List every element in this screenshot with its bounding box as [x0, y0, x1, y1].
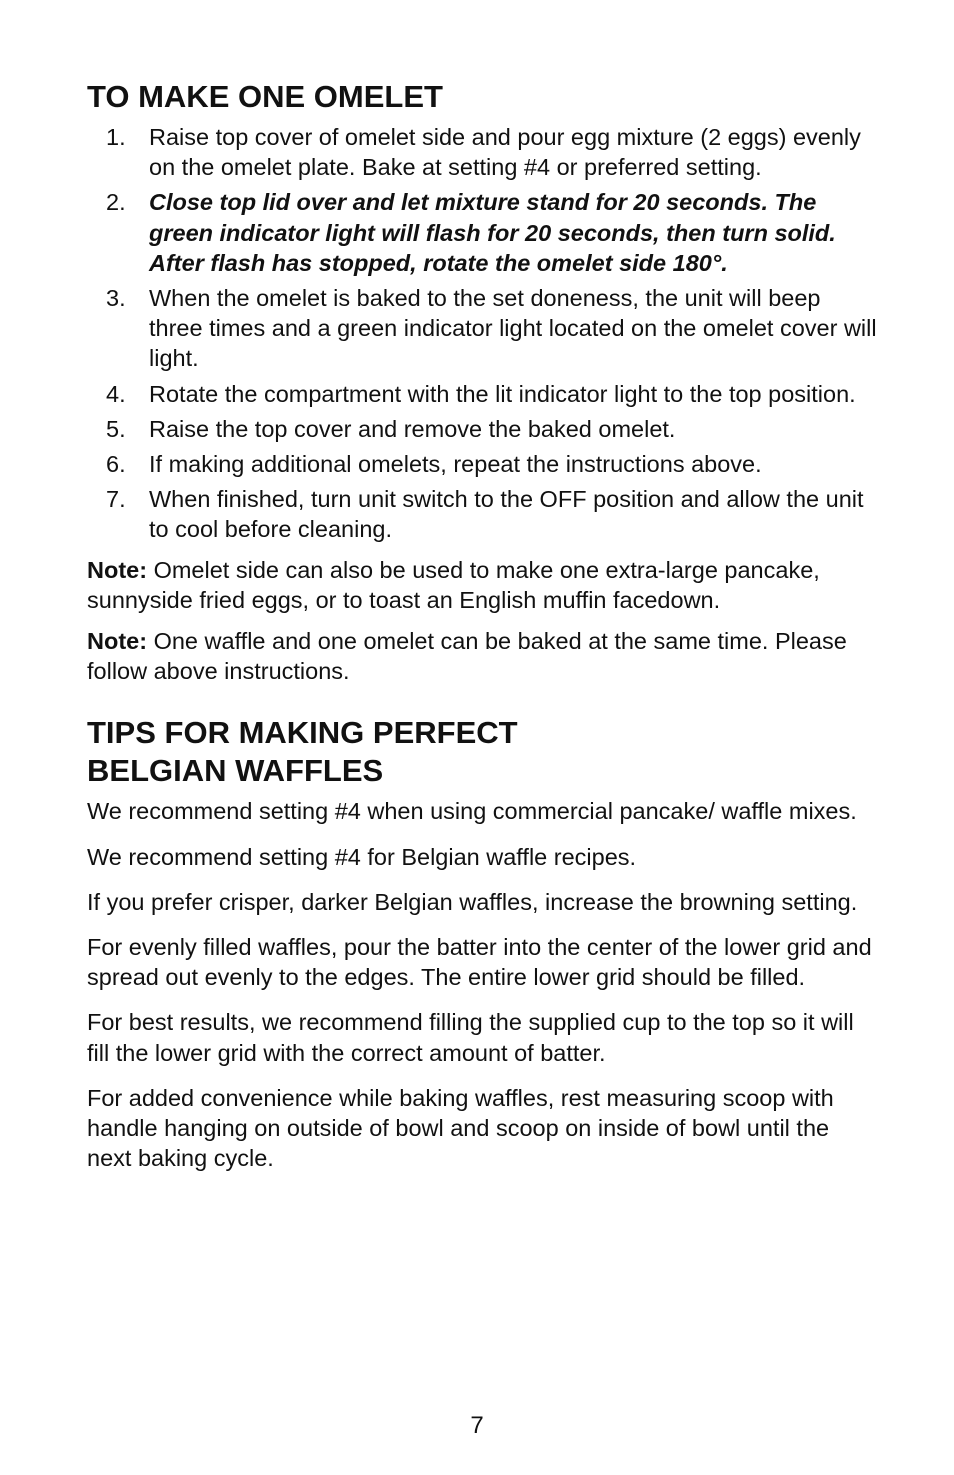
- step-number: 4.: [106, 380, 126, 407]
- omelet-steps-list: [87, 122, 877, 545]
- note-text: One waffle and one omelet can be baked at the same time. Please follow above instructions.: [87, 628, 847, 685]
- step-text: When the omelet is baked to the set doneness, the unit will beep three times and a green indicator light located on the omelet cover will light.: [149, 285, 877, 372]
- note-label: Note:: [87, 628, 148, 655]
- step-text: Close top lid over and let mixture stand for 20 seconds. The green indicator light will flash for 20 seconds, then turn solid. After flash has stopped, rotate the omelet side 180°.: [149, 189, 836, 276]
- notes-block: [87, 555, 877, 687]
- tip-paragraph: If you prefer crisper, darker Belgian waffles, increase the browning setting.: [87, 888, 858, 915]
- note-text: Omelet side can also be used to make one extra-large pancake, sunnyside fried eggs, or to toast an English muffin facedown.: [87, 556, 820, 613]
- step-number: 3.: [106, 285, 126, 312]
- page-number: 7: [470, 1412, 484, 1439]
- section-title-line: BELGIAN WAFFLES: [87, 753, 384, 789]
- tip-paragraph: We recommend setting #4 for Belgian waffle recipes.: [87, 843, 637, 870]
- step-number: 1.: [106, 124, 126, 150]
- note-paragraph: [87, 626, 877, 686]
- step-text: If making additional omelets, repeat the instructions above.: [149, 451, 762, 478]
- tip-paragraph: For evenly filled waffles, pour the batter into the center of the lower grid and spread out evenly to the edges. The entire lower grid should be filled.: [87, 934, 872, 991]
- list-item: [87, 484, 877, 544]
- step-text: When finished, turn unit switch to the OFF position and allow the unit to cool before cleaning.: [149, 486, 864, 543]
- tip-paragraph: For best results, we recommend filling the supplied cup to the top so it will fill the lower grid with the correct amount of batter.: [87, 1009, 854, 1066]
- section-title-tips: [87, 714, 877, 790]
- list-item: [87, 379, 877, 409]
- document-page: [87, 78, 877, 1188]
- step-number: 2.: [106, 189, 126, 216]
- note-paragraph: [87, 555, 877, 615]
- step-text: Raise top cover of omelet side and pour egg mixture (2 eggs) evenly on the omelet plate. Bake at setting #4 or preferred setting.: [149, 124, 861, 181]
- list-item: [87, 122, 877, 182]
- step-number: 7.: [106, 486, 126, 513]
- step-text: Rotate the compartment with the lit indicator light to the top position.: [149, 380, 856, 407]
- list-item: [87, 414, 877, 444]
- list-item: [87, 187, 877, 278]
- note-label: Note:: [87, 556, 148, 583]
- step-number: 5.: [106, 415, 126, 442]
- step-number: 6.: [106, 451, 126, 478]
- tips-block: [87, 796, 877, 1173]
- tip-paragraph: For added convenience while baking waffles, rest measuring scoop with handle hanging on outside of bowl and scoop on inside of bowl until the next baking cycle.: [87, 1084, 834, 1172]
- step-text: Raise the top cover and remove the baked omelet.: [149, 415, 676, 442]
- list-item: [87, 449, 877, 479]
- section-title-omelet: TO MAKE ONE OMELET: [87, 79, 443, 114]
- list-item: [87, 283, 877, 374]
- section-title-line: TIPS FOR MAKING PERFECT: [87, 715, 518, 751]
- tip-paragraph: We recommend setting #4 when using commercial pancake/ waffle mixes.: [87, 798, 857, 825]
